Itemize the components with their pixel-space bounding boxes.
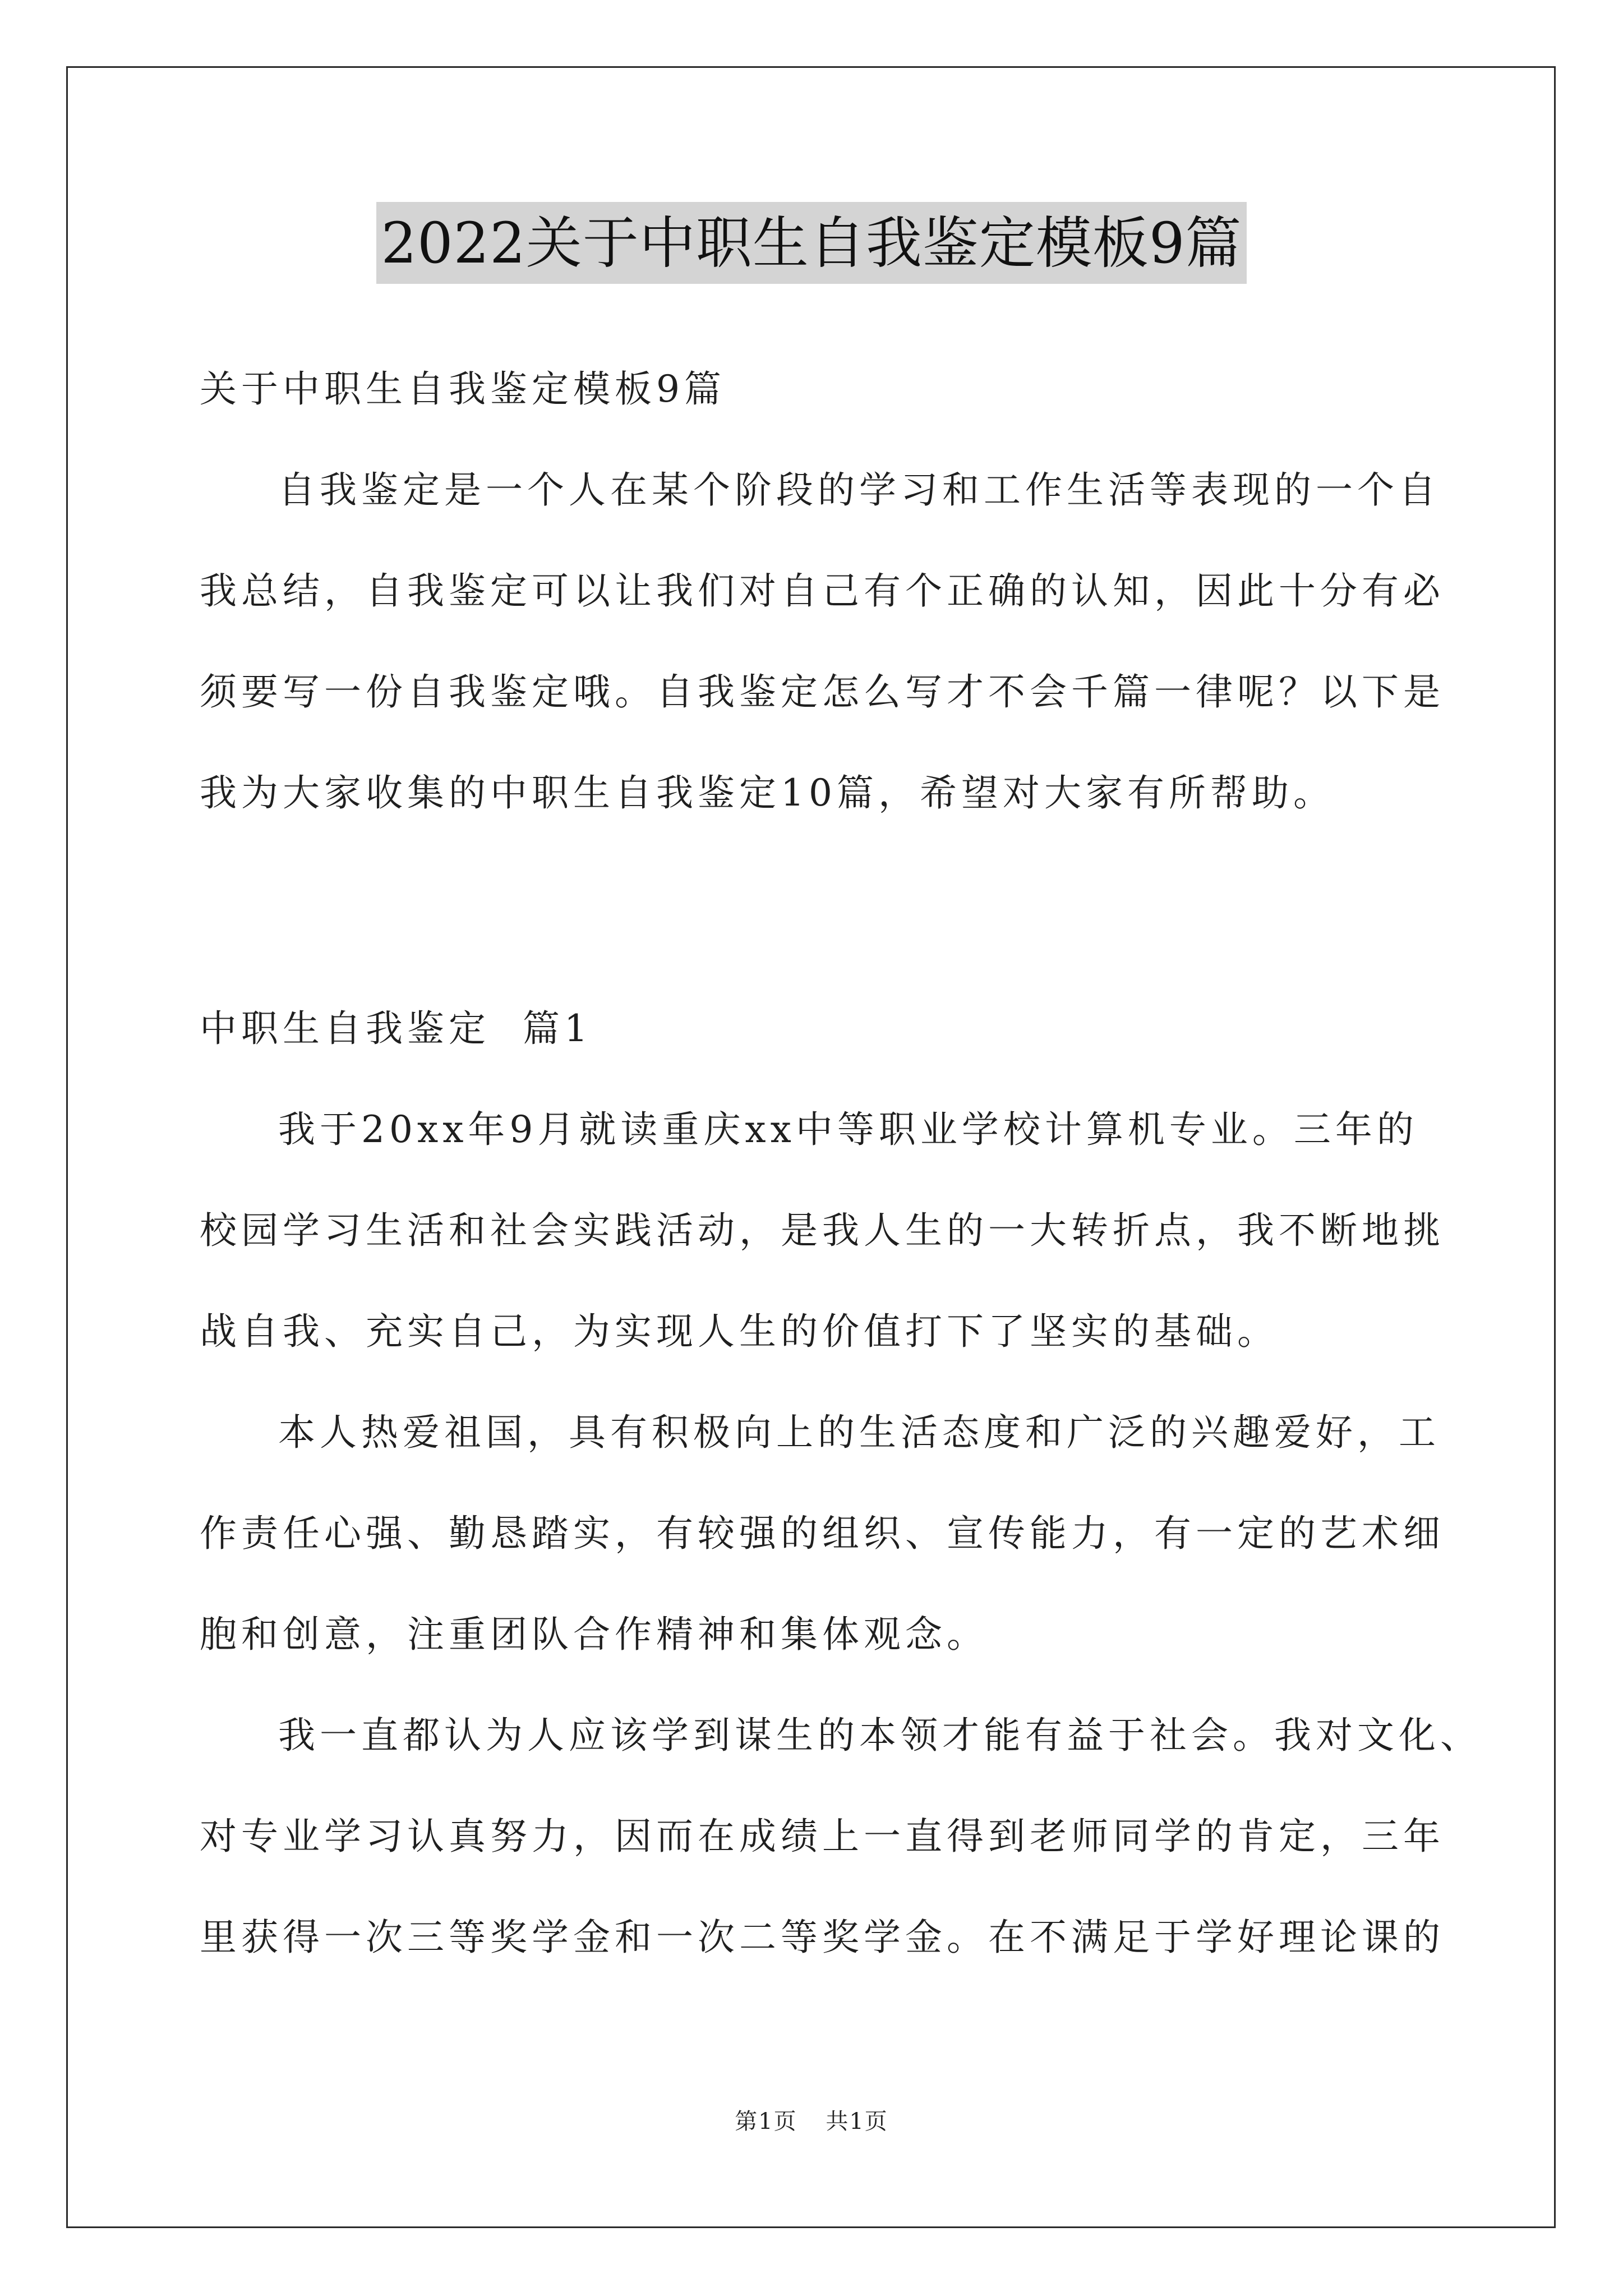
page-footer: [0, 2104, 1623, 2136]
title-container: [0, 202, 1623, 284]
paragraph1-line-1: 我于20xx年9月就读重庆xx中等职业学校计算机专业。三年的: [278, 1108, 1418, 1151]
intro-line-3: 须要写一份自我鉴定哦。自我鉴定怎么写才不会千篇一律呢？以下是: [200, 670, 1445, 714]
section-heading: 中职生自我鉴定 篇1: [200, 1007, 592, 1050]
paragraph2-line-2: 作责任心强、勤恳踏实，有较强的组织、宣传能力，有一定的艺术细: [200, 1512, 1445, 1555]
paragraph3-line-2: 对专业学习认真努力，因而在成绩上一直得到老师同学的肯定，三年: [200, 1815, 1445, 1858]
document-title: 2022关于中职生自我鉴定模板9篇: [376, 202, 1246, 284]
intro-line-2: 我总结，自我鉴定可以让我们对自己有个正确的认知，因此十分有必: [200, 569, 1445, 613]
paragraph3-line-1: 我一直都认为人应该学到谋生的本领才能有益于社会。我对文化、: [278, 1714, 1482, 1757]
paragraph2-line-1: 本人热爱祖国，具有积极向上的生活态度和广泛的兴趣爱好，工: [278, 1411, 1440, 1454]
paragraph1-line-3: 战自我、充实自己，为实现人生的价值打下了坚实的基础。: [200, 1310, 1279, 1353]
paragraph2-line-3: 胞和创意，注重团队合作精神和集体观念。: [200, 1613, 988, 1656]
page-current: 第1页: [735, 2109, 797, 2134]
paragraph1-line-2: 校园学习生活和社会实践活动，是我人生的一大转折点，我不断地挑: [200, 1209, 1445, 1252]
paragraph3-line-3: 里获得一次三等奖学金和一次二等奖学金。在不满足于学好理论课的: [200, 1916, 1445, 1959]
intro-line-1: 自我鉴定是一个人在某个阶段的学习和工作生活等表现的一个自: [278, 468, 1440, 512]
page-total: 共1页: [826, 2109, 888, 2134]
document-subtitle: 关于中职生自我鉴定模板9篇: [200, 367, 726, 411]
intro-line-4: 我为大家收集的中职生自我鉴定10篇，希望对大家有所帮助。: [200, 771, 1335, 815]
